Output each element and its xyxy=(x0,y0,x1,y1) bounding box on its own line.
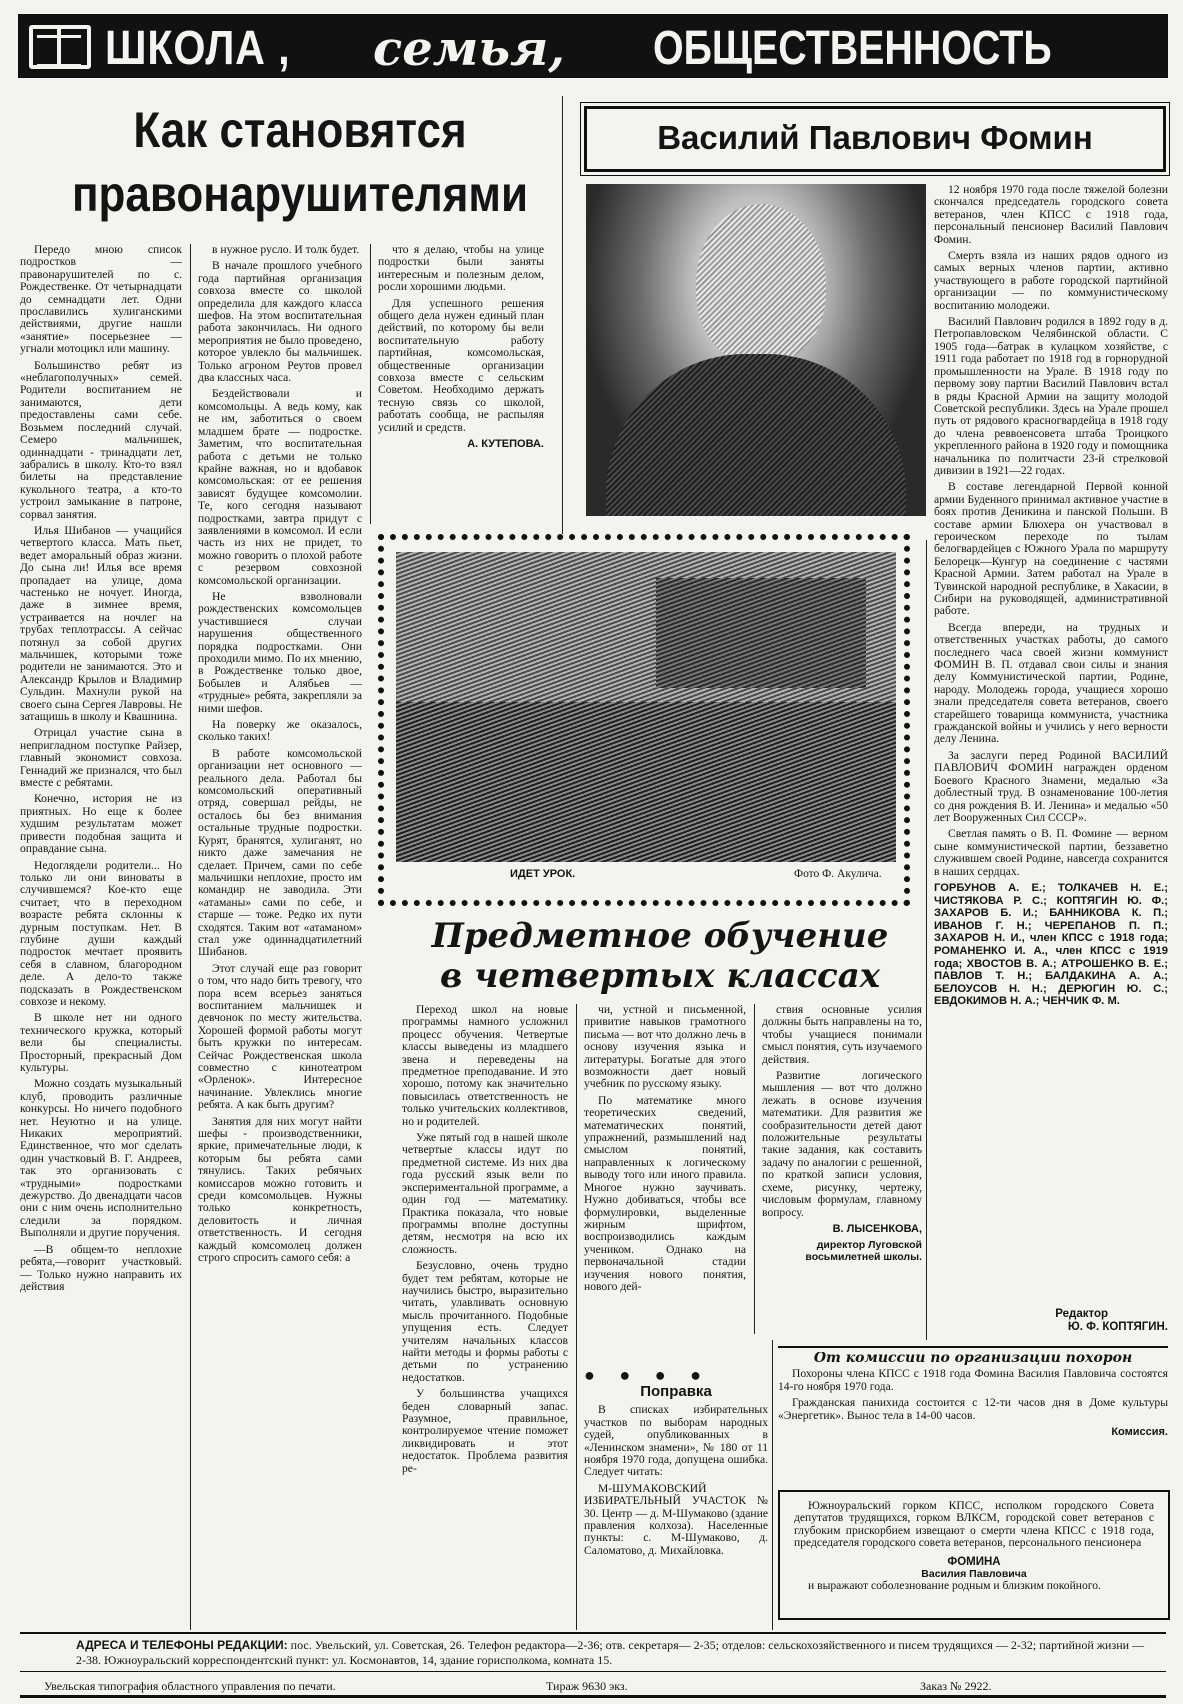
address-label: АДРЕСА И ТЕЛЕФОНЫ РЕДАКЦИИ: xyxy=(76,1638,288,1652)
masthead xyxy=(18,14,1168,78)
blackboard xyxy=(656,578,866,688)
paragraph: Для успешного решения общего дела нужен единый план действий, по которому бы вели воспитательную работу партийная, комсомольская, общественные организации совхоза вместе с сельским Советом. Необходимо держать тесную связь со школой, работать сообща, не распыляя усилий и средств. xyxy=(378,296,544,434)
popravka-title: Поправка xyxy=(640,1383,712,1400)
paragraph: В начале прошлого учебного года партийная организация совхоза вместе со школой определила для каждого класса шефов. На этом воспитательная работа закончилась. Ни одного мероприятия не было проведено, которое увлекло бы мальчишек. Только агроном Реутов провел два классных часа. xyxy=(198,259,362,385)
article2-col3 xyxy=(762,1004,922,1334)
article1-headline: Как становятся правонарушителями xyxy=(71,102,529,222)
commission-notice xyxy=(778,1352,1168,1482)
decorative-dots: ● ● ● ● xyxy=(584,1366,711,1385)
section-rule xyxy=(778,1346,1168,1348)
paragraph: Всегда впереди, на трудных и ответственных участках работы, до самого последнего часа своей жизни коммунист ФОМИН В. П. отдавал свои силы и знания делу Коммунистической партии, Родине, народу. Молодежь города, учащиеся хорошо знали председателя совета ветеранов, своего старейшего товарища коммуниста, участника гражданской войны и учились у него верности делу Ленина. xyxy=(934,620,1168,746)
paragraph: Отрицал участие сына в непригладном поступке Райзер, главный экономист совхоза. Геннадий же признался, что был вместе с ребятами. xyxy=(20,726,182,790)
column-rule xyxy=(576,1004,577,1630)
column-rule xyxy=(190,244,191,1630)
paragraph: М-ШУМАКОВСКИЙ ИЗБИРАТЕЛЬНЫЙ УЧАСТОК № 30. Центр — д. М-Шумаково (здание правления колхоза). Населенные пункты: с. М-Шумаково, д. Саломатово, д. Михайловка. xyxy=(584,1481,768,1557)
paragraph: Конечно, история не из приятных. Но еще к более худшим результатам может привести подобная защита и оправдание сына. xyxy=(20,792,182,856)
deceased-name-full: Василия Павловича xyxy=(921,1568,1027,1581)
masthead-public: ОБЩЕСТВЕННОСТЬ xyxy=(653,22,1052,75)
paragraph: За заслуги перед Родиной ВАСИЛИЙ ПАВЛОВИЧ ФОМИН награжден орденом Боевого Красного Знамени, медалью «За доблестный труд. В ознаменование 100-летия со дня рождения В. И. Ленина» и медалью «50 лет Вооруженных Сил СССР». xyxy=(934,748,1168,824)
paragraph: в нужное русло. И толк будет. xyxy=(212,244,360,256)
obituary-col-top xyxy=(934,184,1168,1308)
portrait-photo xyxy=(586,184,926,516)
paragraph: Смерть взяла из наших рядов одного из самых верных членов партии, активно участвующего в работе городской партийной организации — по коммунистическому воспитанию молодежи. xyxy=(934,249,1168,312)
article1-col3 xyxy=(378,244,544,526)
pupils-at-desks xyxy=(396,702,896,862)
article2-signature: В. ЛЫСЕНКОВА, xyxy=(832,1222,922,1235)
paragraph: Похороны члена КПСС с 1918 года Фомина Василия Павловича состоятся 14-го ноября 1970 года. xyxy=(778,1367,1168,1393)
obituary-title-box xyxy=(584,106,1166,172)
paragraph: Бездействовали и комсомольцы. А ведь кому, как не им, заботиться о своем младшем брате — подростке. Заметим, что воспитательная работа с детьми не только крайне важная, но и вдобавок комсомольская: от ее решения зависят будущее комсомолии. Те, кого сегодня называют подростками, завтра придут с заявлениями в комсомол. И если часть из них не придет, то можно говорить о плохой работе с резервом совхозной комсомольской организации. xyxy=(198,387,362,587)
article2-col2 xyxy=(584,1004,746,1324)
paragraph: что я делаю, чтобы на улице подростки были заняты интересным и полезным делом, росли хорошими людьми. xyxy=(378,244,544,294)
editor-name: Ю. Ф. КОПТЯГИН. xyxy=(1067,1321,1168,1333)
column-rule xyxy=(562,96,563,534)
paragraph: ствия основные усилия должны быть направлены на то, чтобы учащиеся понимали смысл понятия, суть изучаемого действия. xyxy=(762,1004,922,1066)
photo-caption: ИДЕТ УРОК. xyxy=(510,868,576,880)
paragraph: —В общем-то неплохие ребята,—говорит участковый. — Только нужно направить их действия xyxy=(20,1242,182,1293)
paragraph: чи, устной и письменной, привитие навыков грамотного письма — вот что должно лечь в основу изучения языка и литературы. Богатые для этого возможности дает новый учебник по русскому языку. xyxy=(584,1004,746,1091)
paragraph: Переход школ на новые программы намного усложнил процесс обучения. Четвертые классы выведены из младшего звена и переведены на предметное преподавание. И это хорошо, потому как значительно повысилась ответственность не только учительских коллективов, но и родителей. xyxy=(402,1004,568,1128)
paragraph: Илья Шибанов — учащийся четвертого класса. Мать пьет, ведет аморальный образ жизни. До сына ли! Илья все время пропадает на улице, дома частенько не ночует. Иногда, даже в зимнее время, устраивается на ночлег на трубах теплотрассы. А сейчас потянул за собой других мальчишек, которыми тоже родители не занимаются. Это и Александр Крылов и Владимир Сульдин. Махнули рукой на своего сына Сергея Лавровы. Не затащишь в школу и Квашнина. xyxy=(20,523,182,724)
article1-signature: А. КУТЕПОВА. xyxy=(467,438,544,451)
circulation: Тираж 9630 экз. xyxy=(546,1679,628,1693)
column-rule xyxy=(754,1004,755,1334)
paragraph: Светлая память о В. П. Фомине — верном сыне коммунистической партии, беззаветно служившем своей Родине, навсегда сохранится в наших сердцах. xyxy=(934,827,1168,878)
popravka-block xyxy=(584,1366,768,1630)
commission-signature: Комиссия. xyxy=(1111,1426,1168,1439)
paragraph: Гражданская панихида состоится с 12-ти часов дня в Доме культуры «Энергетик». Вынос тела в 14-00 часов. xyxy=(778,1396,1168,1422)
paragraph: 12 ноября 1970 года после тяжелой болезни скончался председатель городского совета ветеранов, член КПСС с 1918 года, персональный пенсионер Василий Павлович Фомин. xyxy=(934,184,1168,246)
paragraph: Безусловно, очень трудно будет тем ребятам, которые не научились быстро, выразительно читать, улавливать основную мысль прочитанного. Подобные упущения есть. Следует учителям начальных классов найти методы и формы работы с детьми по устранению недостатков. xyxy=(402,1259,568,1384)
paragraph: По математике много теоретических сведений, математических понятий, упражнений, размышлений над смыслом понятий, направленных к логическому выводу того или иного правила. Многое нужно заучивать. Нужно добиваться, чтобы все формулировки, выделенные жирным шрифтом, воспроизводились каждым учеником. Однако на первоначальной стадии изучения нового понятия, нового дей- xyxy=(584,1093,746,1293)
condolence-notice xyxy=(778,1490,1170,1620)
column-rule xyxy=(926,540,927,1340)
column-rule xyxy=(772,1340,773,1630)
article1-col1 xyxy=(20,244,182,1630)
paragraph: Передо мною список подростков — правонарушителей по с. Рождественке. От четырнадцати до семнадцати лет. Одни прославились хулиганскими действиями, другие нашли «занятие» посерьезнее — угнали мотоцикл или машину. xyxy=(20,244,182,356)
column-rule xyxy=(370,244,371,524)
printer: Увельская типография областного управления по печати. xyxy=(44,1679,336,1693)
paragraph: Занятия для них могут найти шефы - производственники, яркие, примечательные люди, к которым бы ребята сами тянулись. Таких ребячьих комиссаров можно готовить и среди комсомольцев. Нужны только конкретность, деловитость и личная ответственность. И сегодня каждый комсомолец должен строго спросить самого себя: а xyxy=(198,1114,362,1265)
paragraph: Уже пятый год в нашей школе четвертые классы идут по предметной системе. Из них два года русский язык вели по экспериментальной программе, а один год — математику. Практика показала, что новые программы вполне доступны детям, несмотря на всю их сложность. xyxy=(402,1131,568,1256)
paragraph: В школе нет ни одного технического кружка, который вели бы специалисты. Просторный, прекрасный Дом культуры. xyxy=(20,1011,182,1074)
paragraph: В работе комсомольской организации нет основного — реального дела. Работал бы комсомольский оперативный отряд, совершал рейды, не осталось бы без внимания остальные трудные подростки. Курят, бранятся, хулиганят, но никто даже замечания не сделает. Причем, сами по себе мальчишки неплохие, просто им командир не заводила. Эти «атаманы» сами по себе, и старше — тоже. Редко их пути сходятся. Таким вот «атаманом» стал уже одиннадцатилетний Шибанов. xyxy=(198,746,362,959)
portrait-suit xyxy=(606,354,906,516)
article2-col1 xyxy=(402,1004,568,1630)
commission-title: От комиссии по организации похорон xyxy=(813,1352,1133,1366)
obituary-title: Василий Павлович Фомин xyxy=(657,119,1093,156)
paragraph: В списках избирательных участков по выборам народных судей, опубликованных в «Ленинском знамени», № 180 от 11 ноября 1970 года, допущена ошибка. Следует читать: xyxy=(584,1403,768,1479)
photo-credit: Фото Ф. Акулича. xyxy=(794,868,882,880)
article2-signature-role: директор Луговской восьмилетней школы. xyxy=(805,1239,922,1264)
paragraph: Этот случай еще раз говорит о том, что надо бить тревогу, что пора всем всерьез заняться воспитанием мальчишек и девчонок по месту жительства. Хорошей формой работы могут быть кружки по интересам. Сейчас Рождественская школа совместно с кинотеатром «Орленок». Интересное начинание. Увлеклись многие ребята. А как быть другим? xyxy=(198,961,362,1112)
paragraph: В составе легендарной Первой конной армии Буденного принимал активное участие в боях против Деникина и панской Польши. В составе армии Блюхера он участвовал в героическом переходе по тылам белогвардейцев с Южного Урала по маршруту Белорецк—Кунгур на соединение с частями Красной Армии. Затем работал на Урале в Тувинской народной республике, в Хакасии, в Сибири на руководящей, административной работе. xyxy=(934,480,1168,618)
paragraph: На поверку же оказалось, сколько таких! xyxy=(198,718,362,744)
paragraph: Большинство ребят из «неблагополучных» семей. Родители воспитанием не занимаются, дети предоставлены сами себе. Возьмем последний случай. Семеро мальчишек, одиннадцати - тринадцати лет, забрались в школу. Кто-то взял билеты на представление кукольного театра, а кто-то устроил замыкание в патроне, сорвал занятия. xyxy=(20,358,182,521)
paragraph: Можно создать музыкальный клуб, проводить различные конкурсы. Но ничего подобного нет. Неуютно и на улице. Никаких мероприятий. Единственное, что мог сделать один участковый В. Г. Андреев, так это организовать с «трудными» подростками дежурство. До двенадцати часов они с ним очень исполнительно следили за порядком. Выполняли и другие поручения. xyxy=(20,1077,182,1240)
paragraph: Недоглядели родители... Но только ли они виноваты в случившемся? Кое-кто еще считает, что в переходном возрасте ребята склонны к дурным поступкам. Нет. В глубине души каждый подросток мечтает проявить себя в славном, благородном деле. А дело-то также подсказать в Рождественском совхозе и некому. xyxy=(20,858,182,1008)
deceased-name: ФОМИНА xyxy=(947,1555,1001,1568)
paragraph: Не взволновали рождественских комсомольцев участившиеся случаи нарушения общественного порядка подростками. Они проходили мимо. По их мнению, в Рождественке только двое, Бобылев и Алябьев — «трудные» ребята, закрепляли за ними шефов. xyxy=(198,589,362,715)
article2-headline: Предметное обучение в четвертых классах xyxy=(431,916,889,996)
open-book-icon xyxy=(29,25,91,69)
editor-role: Редактор xyxy=(1055,1308,1108,1320)
paragraph: Василий Павлович родился в 1892 году в д. Петропавловском Челябинской области. С 1905 года—батрак в кулацком хозяйстве, с 1911 года работает по 1918 год в горнорудной промышленности на Урале. В 1918 году по первому зову партии Василий Павлович встал в ряды Красной Армии на защиту молодой Советской республики. Здесь на Урале прошел путь от рядового красногвардейца в 1918 году до члена реввоенсовета штаба Троицкого укрепленного района в 1920 году и помощника начальника по политчасти 23-й стрелковой дивизии в 1921—22 годах. xyxy=(934,315,1168,477)
masthead-school: ШКОЛА , xyxy=(105,22,291,75)
masthead-family: семья, xyxy=(373,21,565,77)
paragraph: Развитие логического мышления — вот что должно лежать в основе изучения математики. Для развития же сообразительности детей дают положительные результаты такие задания, как составить задачу по аналогии с решенной, по краткой записи условия, схеме, рисунку, чертежу, числовым формулам, главному вопросу. xyxy=(762,1069,922,1219)
order-number: Заказ № 2922. xyxy=(920,1679,992,1693)
classroom-photo xyxy=(396,552,896,862)
paragraph: и выражают соболезнование родным и близким покойного. xyxy=(808,1579,1101,1593)
portrait-head xyxy=(696,204,826,364)
editorial-address xyxy=(20,1632,1166,1672)
paragraph: Южноуральский горком КПСС, исполком городского Совета депутатов трудящихся, горком ВЛКСМ, городской совет ветеранов с глубоким прискорбием извещают о смерти члена КПСС с 1918 года, председателя городского совета ветеранов, персонального пенсионера xyxy=(794,1499,1154,1550)
article1-col2 xyxy=(198,244,362,1630)
imprint-line xyxy=(20,1676,1166,1698)
editor-block xyxy=(934,1308,1168,1334)
address-text: пос. Увельский, ул. Советская, 26. Телефон редактора—2-36; отв. секретаря— 2-35; отделов: сельскохозяйственного и писем трудящихся — 2-32; партийной жизни — 2-38. Южноуральский корреспондентский пункт: ул. Космонавтов, 14, здание горисполкома, комната 15. xyxy=(76,1638,1145,1667)
signatories-list: ГОРБУНОВ А. Е.; ТОЛКАЧЕВ Н. Е.; ЧИСТЯКОВА Р. С.; КОПТЯГИН Ю. Ф.; ЗАХАРОВ Б. И.; БАННИКОВА К. П.; ИВАНОВ Г. Н.; ЧЕРЕПАНОВ П. П.; ЗАХАРОВ Н. И., член КПСС с 1918 года; РОМАНЕНКО И. А., член КПСС с 1919 года; ХВОСТОВ В. А.; АТРОШЕНКО В. Е.; ПАВЛОВ Т. Н.; БАЛДАКИНА А. А.; БЕЛОУСОВ Н. Н.; ДЕРЮГИН Ю. С.; ЕВДОКИМОВ Н. А.; ЧЕНЧИК Ф. М. xyxy=(934,881,1168,1008)
paragraph: У большинства учащихся беден словарный запас. Разумное, правильное, контролируемое чтение поможет ликвидировать и этот недостаток. Проблема развития ре- xyxy=(402,1387,568,1475)
